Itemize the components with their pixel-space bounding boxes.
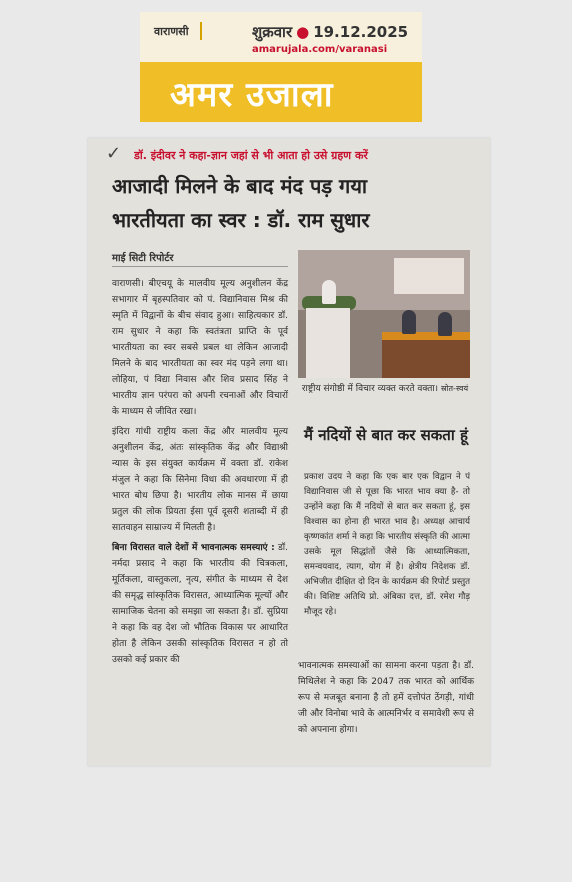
photo-guest-2 <box>438 312 452 336</box>
article-column-right-top: प्रकाश उदय ने कहा कि एक बार एक विद्वान ने पं विद्यानिवास जी से पूछा कि भारत भाव क्या है- तो उन्होंने कहा कि मैं नदियों से बात कर सकता हूं, इस विश्वास का होना ही भारत भाव है। अध्यक्ष आचार्य कृष्णकांत शर्मा ने कहा कि भारतीय संस्कृति की आत्मा उसके मूल सिद्धांतों जैसे कि आध्यात्मिकता, समन्वयवाद, त्याग, योग में है। क्षेत्रीय निदेशक डॉ. अभिजीत दीक्षित दो दिन के कार्यक्रम की रिपोर्ट प्रस्तुत की। विशिष्ट अतिथि प्रो. अंबिका दत्त, डॉ. रमेश गौड़ मौजूद रहे। <box>304 472 470 617</box>
masthead-logo-band <box>140 62 422 122</box>
article-photo <box>298 250 470 378</box>
photo-caption-text: राष्ट्रीय संगोष्ठी में विचार व्यक्त करते वक्ता। <box>301 384 439 394</box>
headline-line-2: भारतीयता का स्वर : डॉ. राम सुधार <box>112 208 370 232</box>
masthead-divider <box>200 22 202 40</box>
subheadline: मैं नदियों से बात कर सकता हूं <box>304 426 468 444</box>
masthead-date <box>252 22 408 42</box>
paragraph-3-text: डॉ. नर्मदा प्रसाद ने कहा कि भारतीय की चित्रकला, मूर्तिकला, वास्तुकला, नृत्य, संगीत के माध्यम से देश की समृद्ध सांस्कृतिक विरासत, आध्यात्मिक मूल्यों और सामाजिक चेतना को समझा जा सकता है। डॉ. सुप्रिया ने कहा कि वह देश जो भौतिक विकास पर आधारित होता है लेकिन उसकी सांस्कृतिक विरासत न हो तो उसको कई प्रकार की <box>112 543 288 665</box>
masthead-date-value: 19.12.2025 <box>313 23 409 41</box>
byline: माई सिटी रिपोर्टर <box>112 253 174 264</box>
bullet-icon: ● <box>296 23 310 41</box>
photo-dais-table <box>382 334 470 378</box>
newspaper-logo: अमर उजाला <box>170 75 334 115</box>
photo-podium <box>306 308 350 378</box>
masthead <box>140 12 422 122</box>
paragraph-2: इंदिरा गांधी राष्ट्रीय कला केंद्र और मालवीय मूल्य अनुशीलन केंद्र, अंतः सांस्कृतिक केंद्र और विद्याश्री न्यास के इस संयुक्त कार्यक्रम में वक्ता डॉ. राकेश मंजुल ने कहा कि सिनेमा विधा की अवधारणा में ही भारत बोध छिपा है। भारतीय लोक मानस में छाया प्रतुल की लोक प्रियता ईसा पूर्व दूसरी शताब्दी में ही सातवाहन साम्राज्य में मिलती है। <box>112 427 288 533</box>
headline-line-1: आजादी मिलने के बाद मंद पड़ गया <box>112 174 368 198</box>
byline-rule <box>112 266 288 267</box>
check-mark-icon: ✓ <box>106 143 122 164</box>
masthead-day: शुक्रवार <box>252 23 293 41</box>
masthead-url: amarujala.com/varanasi <box>252 44 388 55</box>
article-kicker: डॉ. इंदीवर ने कहा-ज्ञान जहां से भी आता हो उसे ग्रहण करें <box>134 149 368 162</box>
paragraph-1: वाराणसी। बीएचयू के मालवीय मूल्य अनुशीलन केंद्र सभागार में बृहस्पतिवार को पं. विद्यानिवास मिश्र की स्मृति में विद्वानों के बीच संवाद हुआ। साहित्यकार डॉ. राम सुधार ने कहा कि स्वतंत्रता प्राप्ति के पूर्व भारतीयता का स्वर सबसे प्रबल था लेकिन आजादी मिलने के बाद भारतीयता का स्वर मंद पड़ने लगा था। लोहिया, पं विद्या निवास और शिव प्रसाद सिंह ने भारतीय ज्ञान परंपरा को अपनी रचनाओं और विचारों के माध्यम से जीवित रखा। <box>112 279 288 417</box>
masthead-top <box>140 12 422 62</box>
photo-banner <box>394 258 464 294</box>
paragraph-3 <box>112 540 288 668</box>
article-column-right-bottom: भावनात्मक समस्याओं का सामना करना पड़ता है। डॉ. मिथिलेश ने कहा कि 2047 तक भारत को आर्थिक रूप से मजबूत बनाना है तो हमें दत्तोपंत ठेंगड़ी, गांधी जी और विनोबा भावे के आत्मनिर्भर व समावेशी रूप से को अपनाना होगा। <box>298 661 474 735</box>
photo-speaker <box>322 280 336 304</box>
photo-garland <box>382 332 470 340</box>
article-column-left <box>112 276 288 672</box>
section-lead: बिना विरासत वाले देशों में भावनात्मक समस्याएं : <box>112 543 275 553</box>
photo-caption <box>300 382 470 396</box>
masthead-city: वाराणसी <box>154 25 189 38</box>
photo-guest-1 <box>402 310 416 334</box>
photo-source: स्रोत-स्वयं <box>440 384 469 393</box>
